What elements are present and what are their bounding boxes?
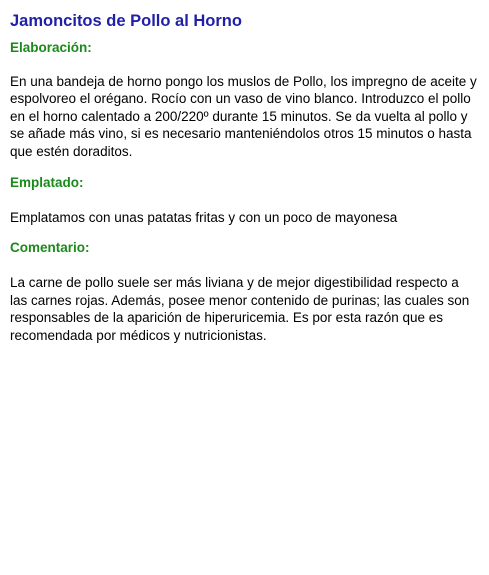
section-text-comentario: La carne de pollo suele ser más liviana y de mejor digestibilidad respecto a las carnes rojas. Además, posee menor contenido de purinas; las cuales son responsables de la aparición de hiperuricemia. Es por esta razón que es recomendada por médicos y nutricionistas. xyxy=(10,275,470,343)
section-heading-elaboracion: Elaboración: xyxy=(10,40,92,55)
section-heading-comentario: Comentario: xyxy=(10,240,90,256)
section-text-emplatado: Emplatamos con unas patatas fritas y con un poco de mayonesa xyxy=(10,210,398,226)
recipe-title: Jamoncitos de Pollo al Horno xyxy=(10,12,242,30)
section-heading-emplatado: Emplatado: xyxy=(10,175,84,191)
section-text-elaboracion: En una bandeja de horno pongo los muslos de Pollo, los impregno de aceite y espolvoreo el orégano. Rocío con un vaso de vino blanco. Introduzco el pollo en el horno calentado a 200/220º durante 15 minutos. Se da vuelta al pollo y se añade más vino, si es necesario manteniéndolos otros 15 minutos o hasta que estén doraditos. xyxy=(10,74,477,159)
